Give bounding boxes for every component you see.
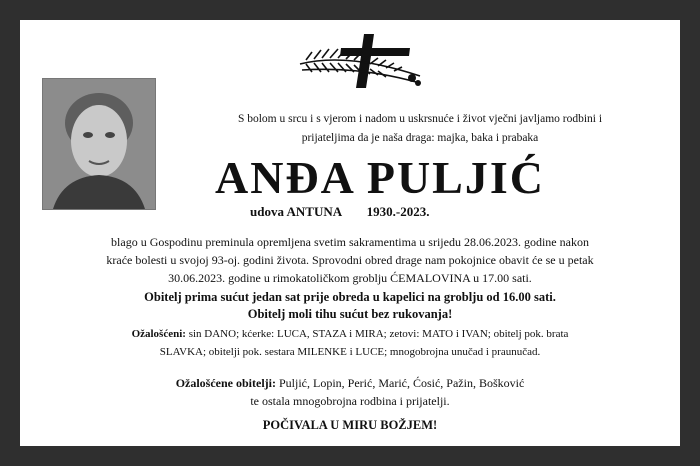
intro-text: [180, 110, 660, 148]
families-names: Puljić, Lopin, Perić, Marić, Ćosić, Pažin, Bošković: [279, 376, 525, 390]
condolence-info: [38, 289, 662, 323]
cross-with-palm-icon: [292, 30, 432, 92]
obituary-card: [20, 20, 680, 446]
closing-blessing: POČIVALA U MIRU BOŽJEM!: [262, 418, 438, 432]
intro-line-1: S bolom u srcu i s vjerom i nadom u uskrsnuće i život vječni javljamo rodbini i: [237, 113, 603, 125]
families-line-2: te ostala mnogobrojna rodbina i prijatelji.: [250, 394, 450, 408]
mourners-label: Ožalošćeni:: [131, 328, 186, 340]
deceased-name: ANĐA PULJIĆ: [215, 152, 545, 203]
announcement-line-2: kraće bolesti u svojoj 93-oj. godini života. Sprovodni obred drage nam pokojnice obavit će se u petak: [106, 253, 594, 267]
intro-line-2: prijateljima da je naša draga: majka, baka i prabaka: [301, 132, 539, 144]
mourners-line-2: SLAVKA; obitelji pok. sestara MILENKE i LUCE; mnogobrojna unučad i praunučad.: [159, 346, 541, 358]
condolence-line: Obitelj moli tihu sućut bez rukovanja!: [247, 307, 453, 321]
death-announcement: [38, 233, 662, 287]
widow-line: [250, 204, 429, 220]
portrait-photo: [42, 78, 156, 210]
mourners-section: [38, 325, 662, 361]
families-label: Ožalošćene obitelji:: [175, 376, 276, 390]
chapel-line: Obitelj prima sućut jedan sat prije obreda u kapelici na groblju od 16.00 sati.: [144, 290, 556, 304]
announcement-line-3: 30.06.2023. godine u rimokatoličkom groblju ĆEMALOVINA u 17.00 sati.: [168, 271, 532, 285]
families-section: [38, 374, 662, 410]
announcement-line-1: blago u Gospodinu preminula opremljena svetim sakramentima u srijedu 28.06.2023. godine nakon: [111, 235, 589, 249]
life-years: 1930.-2023.: [366, 204, 430, 219]
widow-of: udova ANTUNA: [250, 204, 342, 219]
mourners-line-1: sin DANO; kćerke: LUCA, STAZA i MIRA; zetovi: MATO i IVAN; obitelj pok. brata: [188, 328, 569, 340]
